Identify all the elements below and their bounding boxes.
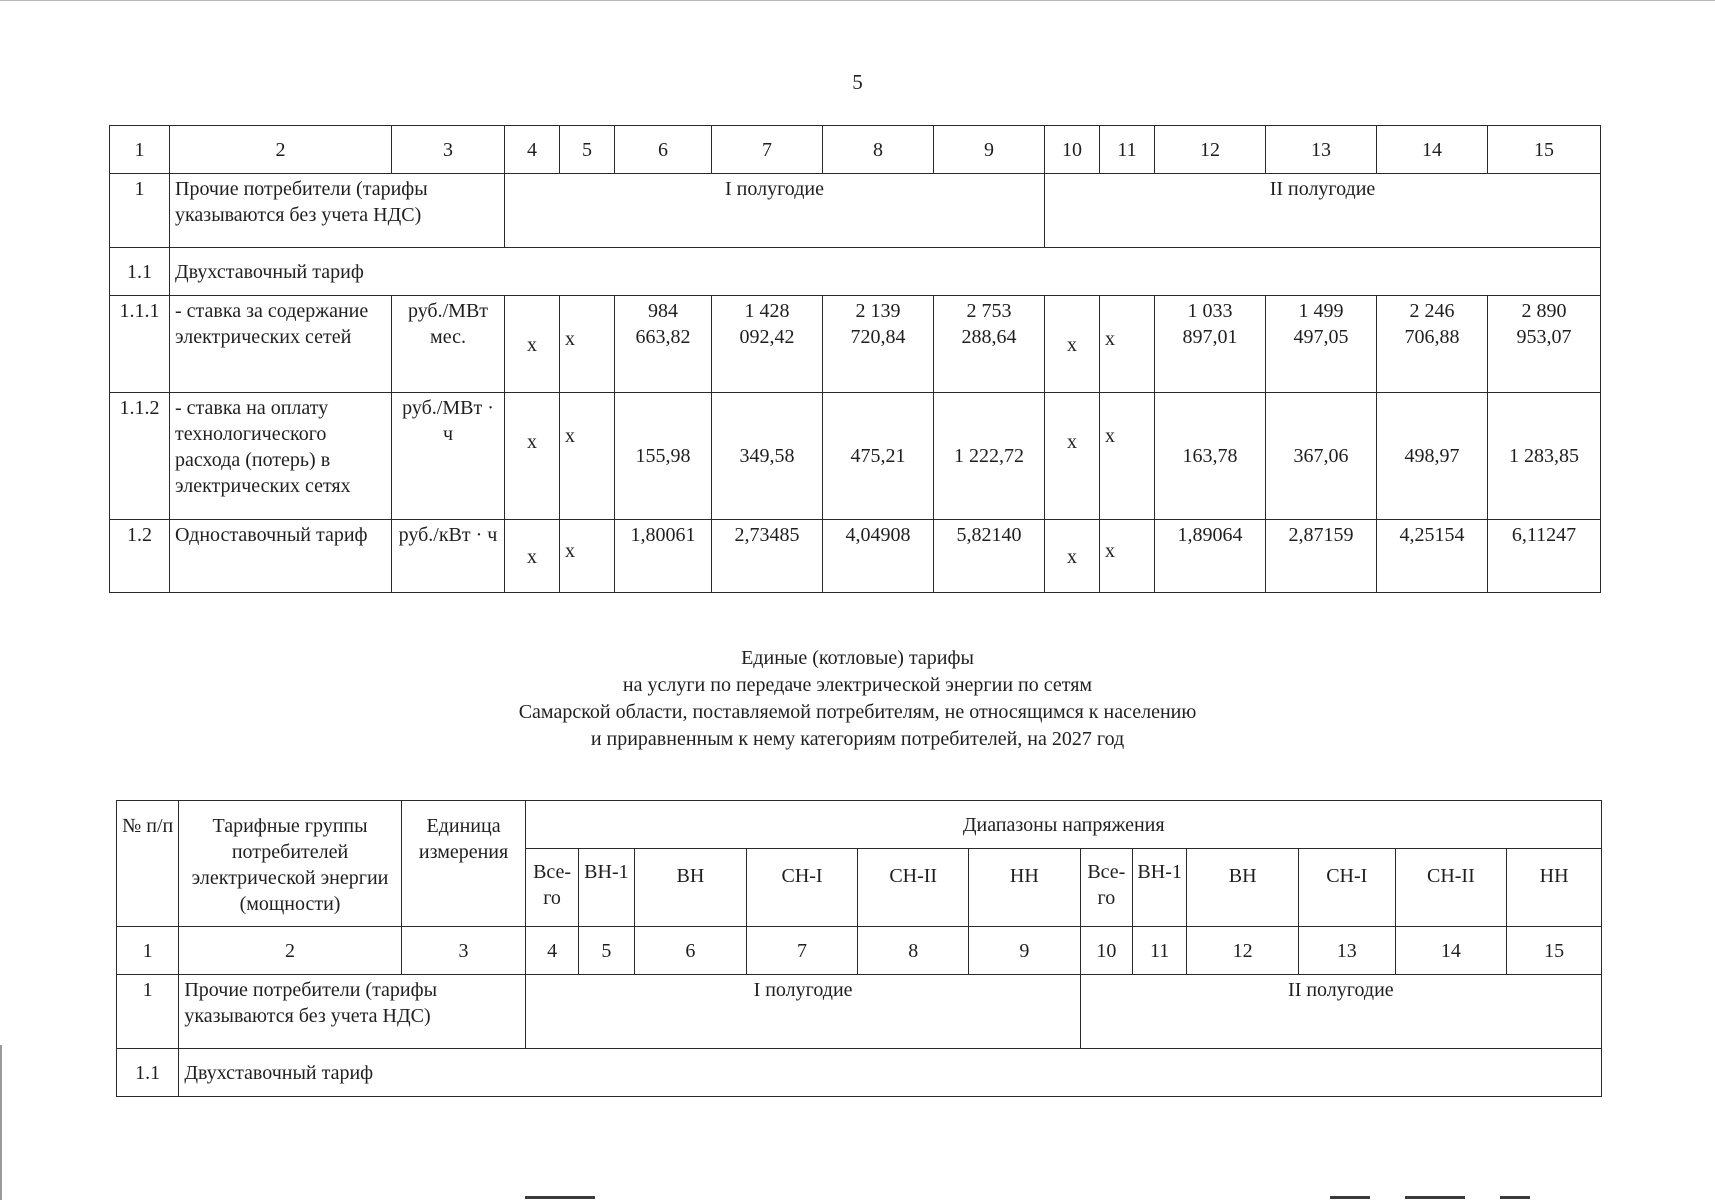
page-top-border: [0, 0, 1715, 1]
row-unit: руб./кВт · ч: [392, 520, 505, 593]
header-sub-2: ВН-1: [578, 849, 634, 927]
cell-c15: 1 283,85: [1488, 393, 1601, 520]
scan-artifact: [525, 1196, 595, 1199]
header-num: № п/п: [117, 801, 179, 927]
header-sub-6: НН: [969, 849, 1081, 927]
header-sub-4: СН-I: [746, 849, 858, 927]
section-title-line-1: Единые (котловые) тарифы: [741, 647, 974, 669]
cell-c5: х: [560, 393, 615, 520]
subgroup-row: [117, 1049, 1602, 1097]
tariff-table-2027: [116, 800, 1602, 1097]
col-number-15: 15: [1507, 927, 1602, 975]
col-number-3: 3: [401, 927, 526, 975]
cell-c9: 5,82140: [934, 520, 1045, 593]
col-number-7: 7: [712, 126, 823, 174]
col-number-1: 1: [117, 927, 179, 975]
cell-c10: х: [1045, 393, 1100, 520]
first-half-year-label: I полугодие: [526, 975, 1080, 1049]
second-half-year-label: II полугодие: [1045, 174, 1601, 248]
cell-c15: 2 890 953,07: [1488, 296, 1601, 393]
scan-artifact: [1330, 1196, 1370, 1199]
col-number-4: 4: [526, 927, 578, 975]
cell-c12: 163,78: [1155, 393, 1266, 520]
col-number-10: 10: [1045, 126, 1100, 174]
cell-c7: 349,58: [712, 393, 823, 520]
col-number-13: 13: [1298, 927, 1395, 975]
cell-c6: 984 663,82: [615, 296, 712, 393]
subgroup-name: Двухставочный тариф: [179, 1049, 1602, 1097]
row-number: 1.1.2: [110, 393, 170, 520]
col-number-8: 8: [823, 126, 934, 174]
row-number: 1.1: [117, 1049, 179, 1097]
cell-c6: 155,98: [615, 393, 712, 520]
cell-c8: 4,04908: [823, 520, 934, 593]
cell-c4: х: [505, 393, 560, 520]
cell-c11: х: [1100, 393, 1155, 520]
cell-c14: 4,25154: [1377, 520, 1488, 593]
col-number-5: 5: [578, 927, 634, 975]
row-name: - ставка за содержание электрических сетей: [170, 296, 392, 393]
cell-c10: х: [1045, 296, 1100, 393]
section-title-line-2: на услуги по передаче электрической энергии по сетям: [622, 674, 1093, 696]
header-sub-9: ВН: [1187, 849, 1299, 927]
header-unit: Единица измерения: [401, 801, 526, 927]
cell-c6: 1,80061: [615, 520, 712, 593]
header-sub-10: СН-I: [1298, 849, 1395, 927]
col-number-4: 4: [505, 126, 560, 174]
col-number-15: 15: [1488, 126, 1601, 174]
column-number-row: [117, 927, 1602, 975]
table-row: [110, 296, 1601, 393]
cell-c8: 475,21: [823, 393, 934, 520]
cell-c13: 1 499 497,05: [1266, 296, 1377, 393]
group-name: Прочие потребители (тарифы указываются без учета НДС): [170, 174, 505, 248]
second-half-year-label: II полугодие: [1080, 975, 1601, 1049]
header-sub-5: СН-II: [858, 849, 969, 927]
subgroup-row: [110, 248, 1601, 296]
row-name: Одноставочный тариф: [170, 520, 392, 593]
col-number-11: 11: [1100, 126, 1155, 174]
cell-c4: х: [505, 296, 560, 393]
cell-c12: 1,89064: [1155, 520, 1266, 593]
tariff-table-2026: [109, 125, 1601, 593]
subgroup-name: Двухставочный тариф: [170, 248, 1601, 296]
col-number-14: 14: [1395, 927, 1507, 975]
cell-c7: 1 428 092,42: [712, 296, 823, 393]
header-sub-3: ВН: [635, 849, 747, 927]
row-number: 1: [110, 174, 170, 248]
cell-c15: 6,11247: [1488, 520, 1601, 593]
row-name: - ставка на оплату технологического расхода (потерь) в электрических сетях: [170, 393, 392, 520]
cell-c13: 2,87159: [1266, 520, 1377, 593]
col-number-9: 9: [934, 126, 1045, 174]
header-sub-8: ВН-1: [1133, 849, 1187, 927]
cell-c11: х: [1100, 520, 1155, 593]
row-number: 1.1.1: [110, 296, 170, 393]
col-number-6: 6: [615, 126, 712, 174]
table-row: [110, 393, 1601, 520]
cell-c8: 2 139 720,84: [823, 296, 934, 393]
header-sub-11: СН-II: [1395, 849, 1507, 927]
col-number-7: 7: [746, 927, 858, 975]
section-title: [0, 645, 1715, 753]
section-title-line-4: и приравненным к нему категориям потребителей, на 2027 год: [590, 728, 1125, 750]
cell-c9: 2 753 288,64: [934, 296, 1045, 393]
row-number: 1.2: [110, 520, 170, 593]
cell-c12: 1 033 897,01: [1155, 296, 1266, 393]
cell-c13: 367,06: [1266, 393, 1377, 520]
row-unit: руб./МВт · ч: [392, 393, 505, 520]
col-number-1: 1: [110, 126, 170, 174]
cell-c14: 2 246 706,88: [1377, 296, 1488, 393]
group-row: [110, 174, 1601, 248]
first-half-year-label: I полугодие: [505, 174, 1045, 248]
group-name: Прочие потребители (тарифы указываются без учета НДС): [179, 975, 526, 1049]
col-number-12: 12: [1187, 927, 1299, 975]
scan-edge-mark: [0, 1045, 2, 1200]
col-number-9: 9: [969, 927, 1081, 975]
col-number-2: 2: [170, 126, 392, 174]
scan-artifact: [1500, 1196, 1530, 1199]
column-number-row: [110, 126, 1601, 174]
cell-c7: 2,73485: [712, 520, 823, 593]
table-row: [110, 520, 1601, 593]
row-unit: руб./МВт мес.: [392, 296, 505, 393]
col-number-14: 14: [1377, 126, 1488, 174]
col-number-5: 5: [560, 126, 615, 174]
col-number-10: 10: [1080, 927, 1132, 975]
header-voltage-ranges: Диапазоны напряжения: [526, 801, 1602, 849]
cell-c14: 498,97: [1377, 393, 1488, 520]
scan-artifact: [1405, 1196, 1465, 1199]
col-number-2: 2: [179, 927, 401, 975]
cell-c9: 1 222,72: [934, 393, 1045, 520]
header-tariff-groups: Тарифные группы потребителей электрической энергии (мощности): [179, 801, 401, 927]
col-number-11: 11: [1133, 927, 1187, 975]
col-number-12: 12: [1155, 126, 1266, 174]
header-sub-12: НН: [1507, 849, 1602, 927]
row-number: 1: [117, 975, 179, 1049]
col-number-3: 3: [392, 126, 505, 174]
header-row: [117, 801, 1602, 849]
col-number-8: 8: [858, 927, 969, 975]
cell-c5: х: [560, 296, 615, 393]
row-number: 1.1: [110, 248, 170, 296]
col-number-13: 13: [1266, 126, 1377, 174]
page-number: 5: [852, 70, 863, 94]
section-title-line-3: Самарской области, поставляемой потребителям, не относящимся к населению: [518, 701, 1197, 723]
header-sub-1: Все-го: [526, 849, 578, 927]
header-sub-7: Все-го: [1080, 849, 1132, 927]
cell-c4: х: [505, 520, 560, 593]
group-row: [117, 975, 1602, 1049]
cell-c11: х: [1100, 296, 1155, 393]
col-number-6: 6: [635, 927, 747, 975]
cell-c5: х: [560, 520, 615, 593]
cell-c10: х: [1045, 520, 1100, 593]
